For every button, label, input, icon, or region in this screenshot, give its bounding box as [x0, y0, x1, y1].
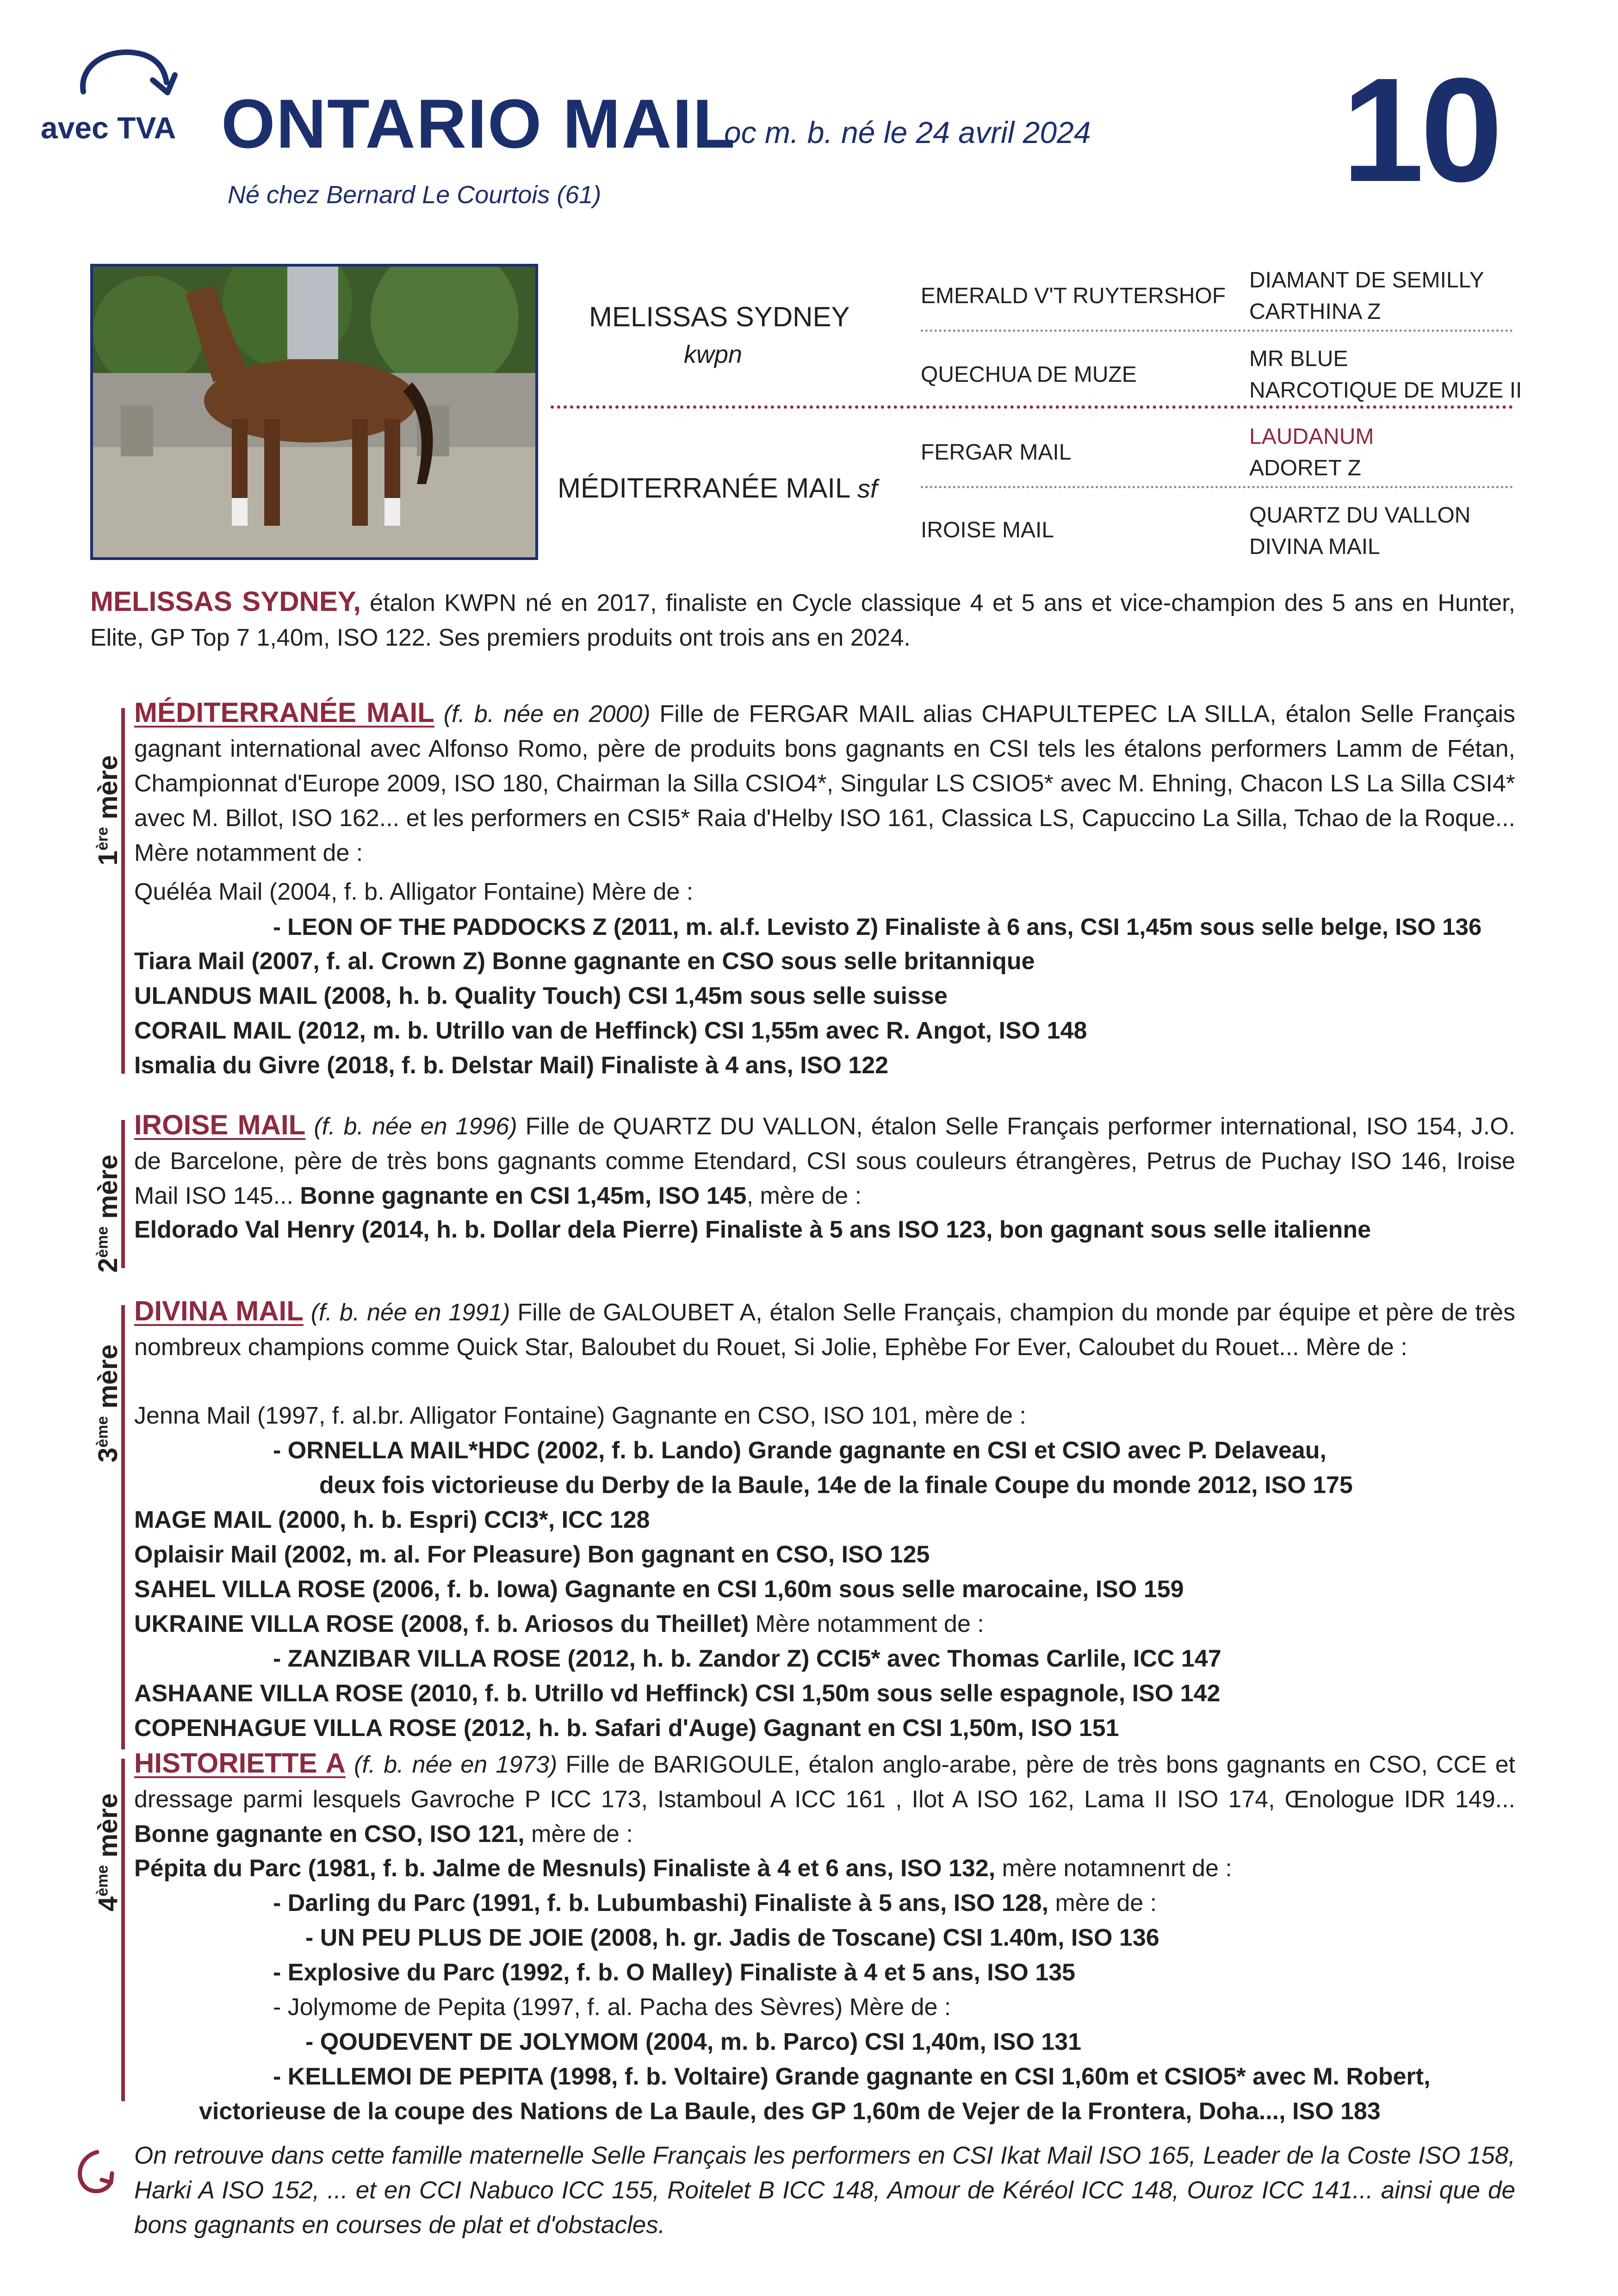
sire-name: MELISSAS SYDNEY	[589, 301, 850, 332]
mere3-line: MAGE MAIL (2000, h. b. Espri) CCI3*, ICC 128	[134, 1506, 650, 1533]
ped-dd: NARCOTIQUE DE MUZE II	[1249, 378, 1522, 403]
mere2-text-end: , mère de :	[746, 1182, 862, 1209]
mere4-line: - QOUDEVENT DE JOLYMOM (2004, m. b. Parco) CSI 1,40m, ISO 131	[305, 2028, 1082, 2055]
ped-dam-ds: QUARTZ DU VALLON	[1249, 503, 1471, 528]
mere1-line: CORAIL MAIL (2012, m. b. Utrillo van de Heffinck) CSI 1,55m avec R. Angot, ISO 148	[134, 1017, 1087, 1044]
mere1-meta: (f. b. née en 2000)	[434, 701, 651, 728]
ped-dam-sire: FERGAR MAIL	[921, 440, 1072, 465]
mere4-line: - Jolymome de Pepita (1997, f. al. Pacha des Sèvres) Mère de :	[273, 1994, 951, 2021]
mere4-line: - UN PEU PLUS DE JOIE (2008, h. gr. Jadis de Toscane) CSI 1.40m, ISO 136	[305, 1924, 1159, 1951]
pedigree-divider	[551, 405, 1513, 409]
mere2-intro	[134, 1108, 1515, 1213]
curved-arrow-icon	[69, 36, 180, 106]
mere1-intro	[134, 695, 1515, 871]
ped-divider	[921, 486, 1513, 488]
mere1-name: MÉDITERRANÉE MAIL	[134, 697, 434, 728]
mere3-text: Fille de GALOUBET A, étalon Selle Français, champion du monde par équipe et père de très nombreux champions comme Quick Star, Baloubet du Rouet, Si Jolie, Ephèbe For Ever, Caloubet du Rouet... Mère de :	[134, 1299, 1515, 1361]
mere1-line: Tiara Mail (2007, f. al. Crown Z) Bonne gagnante en CSO sous selle britannique	[134, 948, 1035, 975]
mere1-text: Fille de FERGAR MAIL alias CHAPULTEPEC LA SILLA, étalon Selle Français gagnant international avec Alfonso Romo, père de produits bons gagnants en CSI tels les étalons performers Lamm de Fétan, Championnat d'Europe 2009, ISO 180, Chairman la Silla CSIO4*, Singular LS CSIO5* avec M. Ehning, Chacon LS La Silla CSI4* avec M. Billot, ISO 162... et les performers en CSI5* Raia d'Helby ISO 161, Classica LS, Capuccino La Silla, Tchao de la Roque... Mère notamment de :	[134, 701, 1515, 866]
mere2-text-bold: Bonne gagnante en CSI 1,45m, ISO 145	[300, 1182, 747, 1209]
mere3-intro	[134, 1294, 1515, 1365]
ped-dam-dam: IROISE MAIL	[921, 518, 1054, 542]
mere3-line: UKRAINE VILLA ROSE (2008, f. b. Ariosos du Theillet) Mère notamment de :	[134, 1611, 984, 1637]
ped-sire-dam: QUECHUA DE MUZE	[921, 362, 1137, 387]
mere3-line: Jenna Mail (1997, f. al.br. Alligator Fontaine) Gagnante en CSO, ISO 101, mère de :	[134, 1402, 1026, 1429]
tva-label: avec TVA	[41, 111, 176, 145]
mere-bar-2	[121, 1120, 125, 1268]
ped-divider	[921, 330, 1513, 332]
sire-note	[90, 584, 1515, 655]
horse-photo	[90, 264, 538, 560]
ped-sd: CARTHINA Z	[1249, 299, 1381, 324]
ped-ss: DIAMANT DE SEMILLY	[1249, 268, 1484, 292]
ped-ds: MR BLUE	[1249, 347, 1348, 371]
dam-name: MÉDITERRANÉE MAIL	[558, 473, 850, 504]
mere2-line: Eldorado Val Henry (2014, h. b. Dollar dela Pierre) Finaliste à 5 ans ISO 123, bon gagnant sous selle italienne	[134, 1216, 1371, 1243]
sire-note-name: MELISSAS SYDNEY,	[90, 586, 361, 617]
mere4-line: victorieuse de la coupe des Nations de La Baule, des GP 1,60m de Vejer de la Frontera, Doha..., ISO 183	[199, 2098, 1381, 2125]
mere-bar-1	[121, 708, 125, 1074]
dam-studbook: sf	[857, 474, 878, 503]
mere4-text: Fille de BARIGOULE, étalon anglo-arabe, père de très bons gagnants en CSO, CCE et dressage parmi lesquels Gavroche P ICC 173, Istamboul A ICC 161 , Ilot A ISO 162, Lama II ISO 174, Œnologue IDR 149...	[134, 1751, 1515, 1813]
mere3-line: - ZANZIBAR VILLA ROSE (2012, h. b. Zandor Z) CCI5* avec Thomas Carlile, ICC 147	[273, 1645, 1221, 1672]
mere3-line: - ORNELLA MAIL*HDC (2002, f. b. Lando) Grande gagnante en CSI et CSIO avec P. Delaveau,	[273, 1437, 1327, 1464]
return-arrow-icon	[69, 2147, 120, 2198]
mere4-name: HISTORIETTE A	[134, 1748, 346, 1779]
horse-name: ONTARIO MAIL	[221, 85, 736, 162]
mere1-line: Ismalia du Givre (2018, f. b. Delstar Mail) Finaliste à 4 ans, ISO 122	[134, 1052, 889, 1079]
mere-label-1: 1ère mère	[93, 755, 123, 865]
mere4-intro	[134, 1746, 1515, 1852]
mere-label-4: 4ème mère	[93, 1793, 123, 1911]
mere3-line: ASHAANE VILLA ROSE (2010, f. b. Utrillo vd Heffinck) CSI 1,50m sous selle espagnole, ISO 142	[134, 1680, 1221, 1707]
mere1-line: - LEON OF THE PADDOCKS Z (2011, m. al.f. Levisto Z) Finaliste à 6 ans, CSI 1,45m sous selle belge, ISO 136	[273, 914, 1482, 940]
ped-dam-ss: LAUDANUM	[1249, 424, 1374, 449]
mere3-line: Oplaisir Mail (2002, m. al. For Pleasure) Bon gagnant en CSO, ISO 125	[134, 1541, 930, 1568]
mere4-text-end: mère de :	[524, 1821, 633, 1848]
mere2-meta: (f. b. née en 1996)	[305, 1113, 517, 1140]
lot-number: 10	[1342, 47, 1499, 212]
mere3-line: deux fois victorieuse du Derby de la Baule, 14e de la finale Coupe du monde 2012, ISO 175	[319, 1472, 1353, 1499]
ped-sire-sire: EMERALD V'T RUYTERSHOF	[921, 284, 1226, 308]
mere4-line: - Darling du Parc (1991, f. b. Lubumbashi) Finaliste à 5 ans, ISO 128, mère de :	[273, 1890, 1157, 1916]
mere1-line: ULANDUS MAIL (2008, h. b. Quality Touch) CSI 1,45m sous selle suisse	[134, 983, 948, 1009]
mere1-line: Quéléa Mail (2004, f. b. Alligator Fontaine) Mère de :	[134, 878, 694, 905]
mere3-name: DIVINA MAIL	[134, 1295, 304, 1326]
mere-label-3: 3ème mère	[93, 1344, 123, 1462]
mere4-text-bold: Bonne gagnante en CSO, ISO 121,	[134, 1821, 525, 1848]
mere2-text: Fille de QUARTZ DU VALLON, étalon Selle Français performer international, ISO 154, J.O. de Barcelone, père de très bons gagnants comme Etendard, CSI sous couleurs étrangères, Petrus de Puchay ISO 146, Iroise Mail ISO 145...	[134, 1113, 1515, 1209]
mere4-meta: (f. b. née en 1973)	[345, 1751, 558, 1778]
mere3-meta: (f. b. née en 1991)	[303, 1299, 510, 1326]
mere-label-2: 2ème mère	[93, 1154, 123, 1273]
mere3-line: SAHEL VILLA ROSE (2006, f. b. Iowa) Gagnante en CSI 1,60m sous selle marocaine, ISO 159	[134, 1576, 1184, 1603]
footer-note: On retrouve dans cette famille maternelle Selle Français les performers en CSI Ikat Mail ISO 165, Leader de la Coste ISO 158, Harki A ISO 152, ... et en CCI Nabuco ICC 155, Roitelet B ICC 148, Amour de Kéréol ICC 148, Ouroz ICC 141... ainsi que de bons gagnants en courses de plat et d'obstacles.	[134, 2142, 1515, 2239]
mere4-line: - KELLEMOI DE PEPITA (1998, f. b. Voltaire) Grande gagnante en CSI 1,60m et CSIO5* avec M. Robert,	[273, 2063, 1431, 2090]
dam-name-block	[558, 472, 877, 504]
mere-bar-4	[121, 1759, 125, 2101]
mere3-line: COPENHAGUE VILLA ROSE (2012, h. b. Safari d'Auge) Gagnant en CSI 1,50m, ISO 151	[134, 1715, 1119, 1742]
horse-subtitle: oc m. b. né le 24 avril 2024	[724, 115, 1091, 149]
mere2-name: IROISE MAIL	[134, 1109, 306, 1140]
mere4-line: - Explosive du Parc (1992, f. b. O Malley) Finaliste à 4 et 5 ans, ISO 135	[273, 1959, 1076, 1986]
breeder-line: Né chez Bernard Le Courtois (61)	[228, 181, 601, 209]
sire-note-text: étalon KWPN né en 2017, finaliste en Cycle classique 4 et 5 ans et vice-champion des 5 ans en Hunter, Elite, GP Top 7 1,40m, ISO 122. Ses premiers produits ont trois ans en 2024.	[90, 590, 1515, 651]
ped-dam-dd: DIVINA MAIL	[1249, 535, 1380, 559]
ped-dam-sd: ADORET Z	[1249, 456, 1361, 480]
sire-studbook: kwpn	[684, 341, 743, 368]
mere4-line: Pépita du Parc (1981, f. b. Jalme de Mesnuls) Finaliste à 4 et 6 ans, ISO 132, mère notamnenrt de :	[134, 1855, 1232, 1882]
mere-bar-3	[121, 1305, 125, 1749]
